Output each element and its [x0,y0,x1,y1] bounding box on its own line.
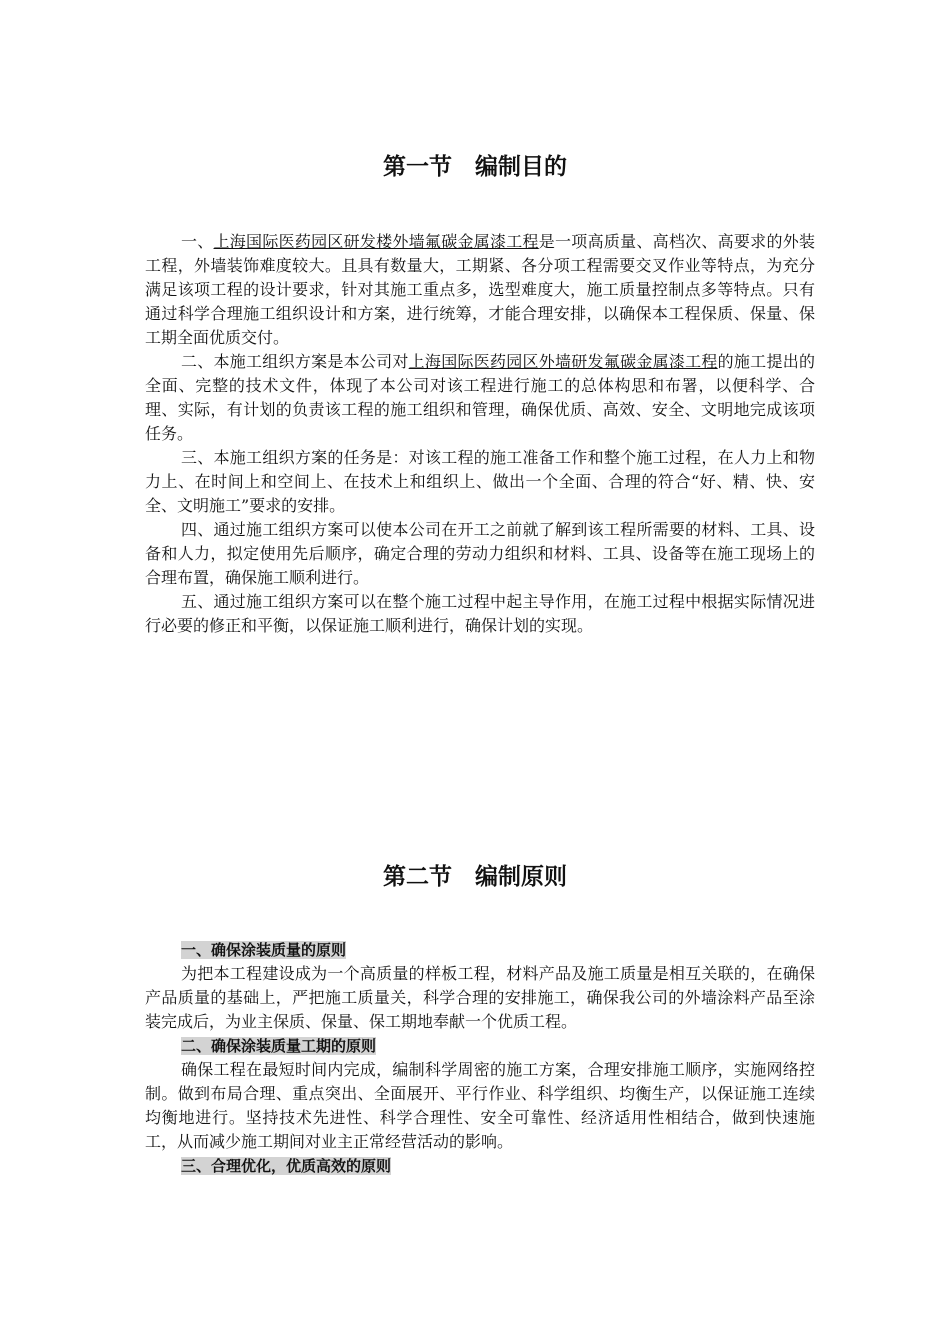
section1-paragraph-4: 四、通过施工组织方案可以使本公司在开工之前就了解到该工程所需要的材料、工具、设备和人力，拟定使用先后顺序，确定合理的劳动力组织和材料、工具、设备等在施工现场上的合理布置，确保施工顺利进行。 [145,520,815,587]
principle-paragraph-2: 确保工程在最短时间内完成，编制科学周密的施工方案，合理安排施工顺序，实施网络控制。做到布局合理、重点突出、全面展开、平行作业、科学组织、均衡生产，以保证施工连续均衡地进行。坚持技术先进性、科学合理性、安全可靠性、经济适用性相结合，做到快速施工，从而减少施工期间对业主正常经营活动的影响。 [145,1060,815,1151]
section1-paragraph-3: 三、本施工组织方案的任务是：对该工程的施工准备工作和整个施工过程，在人力上和物力上、在时间上和空间上、在技术上和组织上、做出一个全面、合理的符合“好、精、快、安全、文明施工”要求的安排。 [145,448,815,515]
section1-title: 第一节 编制目的 [383,154,567,180]
section1-paragraph-2 [145,350,815,446]
project-name-underlined: 上海国际医药园区研发楼外墙氟碳金属漆工程 [213,232,539,251]
section1-paragraph-1 [145,230,815,350]
paragraph-text: 的施工提出的全面、完整的技术文件，体现了本公司对该工程进行施工的总体构思和布署，以便科学、合理、实际，有计划的负责该工程的施工组织和管理，确保优质、高效、安全、文明地完成该项任务。 [145,352,815,443]
highlighted-heading: 二、确保涂装质量工期的原则 [181,1037,377,1055]
principle-heading-2 [145,1034,815,1058]
section1-paragraph-5: 五、通过施工组织方案可以在整个施工过程中起主导作用，在施工过程中根据实际情况进行必要的修正和平衡，以保证施工顺利进行，确保计划的实现。 [145,592,815,635]
principle-heading-3 [145,1154,815,1178]
highlighted-heading: 一、确保涂装质量的原则 [181,941,347,959]
project-name-underlined: 上海国际医药园区外墙研发氟碳金属漆工程 [408,352,718,371]
highlighted-heading: 三、合理优化，优质高效的原则 [181,1157,392,1175]
section2-body [145,938,815,1178]
section2-title: 第二节 编制原则 [383,864,567,890]
paragraph-prefix: 二、本施工组织方案是本公司对 [181,352,409,371]
paragraph-prefix: 一、 [181,232,214,251]
principle-heading-1 [145,938,815,962]
section1-body [145,230,815,638]
principle-paragraph-1: 为把本工程建设成为一个高质量的样板工程，材料产品及施工质量是相互关联的，在确保产品质量的基础上，严把施工质量关，科学合理的安排施工，确保我公司的外墙涂料产品至涂装完成后，为业主保质、保量、保工期地奉献一个优质工程。 [145,964,815,1031]
paragraph-text: 是一项高质量、高档次、高要求的外装工程，外墙装饰难度较大。且具有数量大，工期紧、各分项工程需要交叉作业等特点，为充分满足该项工程的设计要求，针对其施工重点多，选型难度大，施工质量控制点多等特点。只有通过科学合理施工组织设计和方案，进行统筹，才能合理安排，以确保本工程保质、保量、保工期全面优质交付。 [145,232,815,347]
